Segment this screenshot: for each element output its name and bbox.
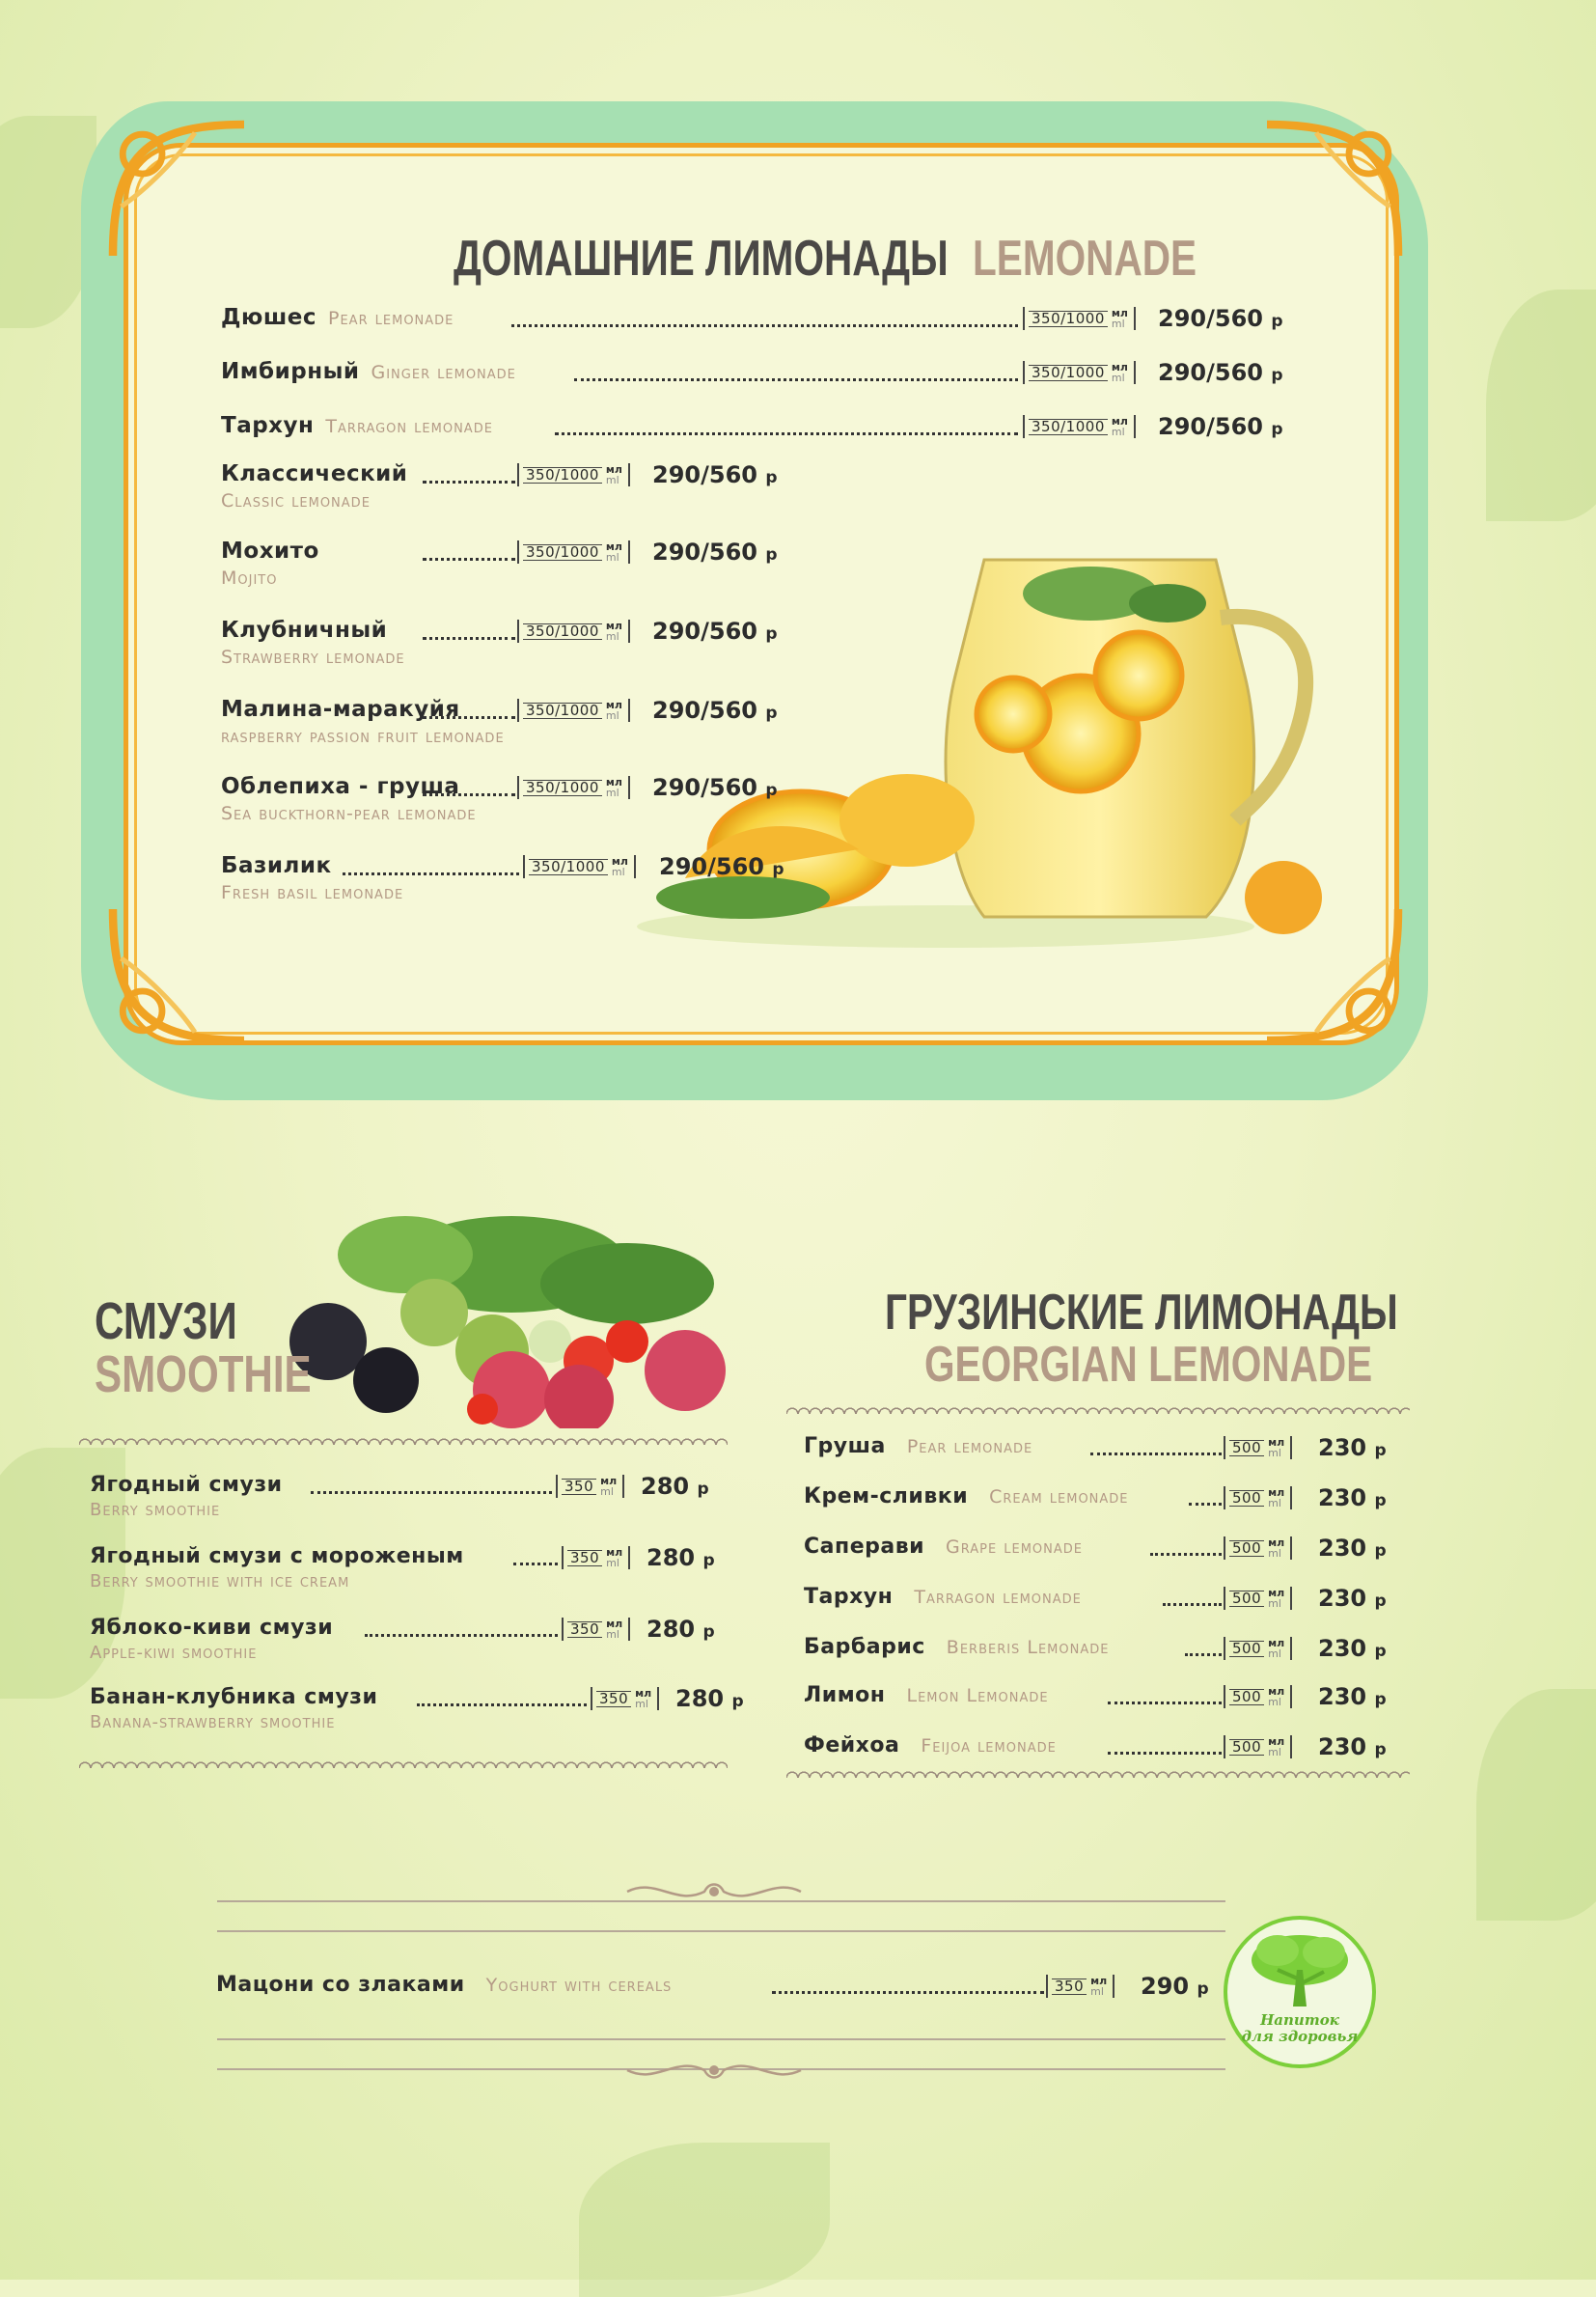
volume-value: 500 <box>1229 1689 1264 1705</box>
georgian-item <box>804 1733 1057 1757</box>
dot-leader <box>423 637 515 640</box>
volume-unit: мл ml <box>1090 1975 1108 1998</box>
dot-leader <box>1189 1503 1222 1506</box>
volume-box <box>1224 1685 1292 1708</box>
dot-leader <box>1163 1603 1222 1606</box>
item-name-ru: Имбирный <box>221 359 360 384</box>
georgian-title-en: GEORGIAN LEMONADE <box>924 1337 1373 1393</box>
volume-unit: мл ml <box>600 1475 618 1498</box>
dot-leader <box>513 1563 558 1565</box>
volume-unit: мл ml <box>605 776 622 799</box>
dot-leader <box>343 872 519 875</box>
volume-value: 350 <box>567 1550 602 1566</box>
georgian-item <box>804 1635 1109 1659</box>
volume-unit: мл ml <box>1111 415 1128 438</box>
item-name-ru: Банан-клубника смузи <box>90 1685 378 1709</box>
georgian-item <box>804 1484 1129 1508</box>
dot-leader <box>417 1703 587 1706</box>
volume-box <box>517 699 630 722</box>
volume-value: 350/1000 <box>529 859 608 875</box>
item-name-ru: Мохито <box>221 539 319 564</box>
item-name-en: Mojito <box>221 567 278 589</box>
item-name-ru: Яблоко-киви смузи <box>90 1616 334 1640</box>
price: 230 р <box>1318 1635 1387 1662</box>
item-name-en: Tarragon lemonade <box>914 1587 1082 1608</box>
smoothie-title-ru: СМУЗИ <box>95 1292 237 1350</box>
georgian-item <box>804 1535 1083 1559</box>
volume-box <box>1023 415 1136 438</box>
item-name-ru: Лимон <box>804 1683 886 1707</box>
item-name-ru: Тархун <box>221 413 315 438</box>
price: 290/560 р <box>1158 305 1283 332</box>
lemonade-title <box>454 230 1197 288</box>
item-name-en: Classic lemonade <box>221 490 371 512</box>
volume-unit: мл ml <box>635 1687 652 1710</box>
volume-box <box>517 540 630 564</box>
georgian-item <box>804 1683 1049 1707</box>
item-name-en: Sea buckthorn-pear lemonade <box>221 803 477 824</box>
volume-unit: мл ml <box>1111 361 1128 384</box>
volume-value: 500 <box>1229 1490 1264 1507</box>
tree-icon <box>1249 1931 1351 2008</box>
item-name-ru: Крем-сливки <box>804 1484 969 1508</box>
volume-box <box>562 1546 630 1569</box>
item-name-en: Cream lemonade <box>989 1486 1129 1508</box>
volume-box <box>1224 1637 1292 1660</box>
volume-unit: мл ml <box>606 1618 623 1641</box>
georgian-item <box>804 1585 1082 1609</box>
price: 230 р <box>1318 1683 1387 1710</box>
price: 290/560 р <box>652 697 778 724</box>
volume-box <box>562 1618 630 1641</box>
price: 290/560 р <box>652 774 778 801</box>
volume-unit: мл ml <box>1268 1536 1285 1560</box>
volume-box <box>1046 1975 1114 1998</box>
volume-value: 350/1000 <box>1029 311 1108 327</box>
dot-leader <box>423 558 515 561</box>
item-name-en: Berry smoothie with ice cream <box>90 1571 350 1591</box>
item-name-en: Pear lemonade <box>906 1436 1033 1457</box>
matsoni-line <box>217 2038 1225 2040</box>
dot-leader <box>423 793 515 796</box>
item-name-en: Lemon Lemonade <box>906 1685 1049 1706</box>
price: 280 р <box>675 1685 744 1712</box>
price: 290/560 р <box>1158 359 1283 386</box>
volume-box <box>1023 307 1136 330</box>
volume-unit: мл ml <box>1268 1685 1285 1708</box>
price: 290/560 р <box>1158 413 1283 440</box>
item-name-ru: Фейхоа <box>804 1733 900 1757</box>
price: 230 р <box>1318 1733 1387 1760</box>
dot-leader <box>365 1634 558 1637</box>
item-name-ru: Ягодный смузи с мороженым <box>90 1544 464 1568</box>
volume-value: 500 <box>1229 1540 1264 1557</box>
item-name-ru: Груша <box>804 1434 886 1458</box>
matsoni-top-line <box>217 1900 1225 1902</box>
volume-value: 500 <box>1229 1591 1264 1607</box>
price: 280 р <box>647 1616 715 1643</box>
lemonade-pitcher-image <box>627 502 1341 955</box>
price: 280 р <box>647 1544 715 1571</box>
lemonade-title-ru: ДОМАШНИЕ ЛИМОНАДЫ <box>454 231 949 287</box>
item-name-en: Fresh basil lemonade <box>221 882 404 903</box>
item-name-en: Strawberry lemonade <box>221 647 405 668</box>
dot-leader <box>574 378 1018 381</box>
item-name-ru: Базилик <box>221 853 332 878</box>
georgian-item <box>804 1434 1032 1458</box>
item-name-en: Grape lemonade <box>946 1536 1084 1558</box>
item-name-ru: Мацони со злаками <box>216 1973 465 1997</box>
volume-unit: мл ml <box>611 855 628 878</box>
volume-value: 350/1000 <box>523 780 602 796</box>
price: 230 р <box>1318 1535 1387 1562</box>
volume-box <box>523 855 636 878</box>
item-name-ru: Облепиха - груша <box>221 774 460 799</box>
health-drink-badge <box>1224 1916 1376 2068</box>
lemonade-item <box>221 305 454 330</box>
volume-value: 350 <box>562 1479 596 1495</box>
volume-unit: мл ml <box>605 699 622 722</box>
item-name-ru: Клубничный <box>221 618 388 643</box>
item-name-en: Banana-strawberry smoothie <box>90 1712 336 1732</box>
dot-leader <box>423 481 515 484</box>
georgian-title-ru: ГРУЗИНСКИЕ ЛИМОНАДЫ <box>885 1285 1398 1341</box>
volume-value: 350/1000 <box>1029 419 1108 435</box>
dot-leader <box>1185 1653 1222 1656</box>
price: 290/560 р <box>652 539 778 566</box>
leaf-decoration <box>579 2143 830 2297</box>
matsoni-line <box>217 1930 1225 1932</box>
volume-box <box>556 1475 624 1498</box>
dot-leader <box>423 716 515 719</box>
georgian-bottom-divider <box>786 1768 1410 1778</box>
volume-value: 350/1000 <box>523 703 602 719</box>
volume-unit: мл ml <box>606 1546 623 1569</box>
volume-unit: мл ml <box>1268 1735 1285 1758</box>
dot-leader <box>511 324 1018 327</box>
item-name-en: Ginger lemonade <box>371 362 516 383</box>
item-name-ru: Классический <box>221 461 408 486</box>
volume-unit: мл ml <box>605 540 622 564</box>
badge-line-2: для здоровья <box>1241 2028 1359 2045</box>
volume-box <box>1224 1536 1292 1560</box>
dot-leader <box>555 432 1018 435</box>
dot-leader <box>1108 1752 1222 1755</box>
volume-value: 350/1000 <box>1029 365 1108 381</box>
price: 230 р <box>1318 1434 1387 1461</box>
price: 290/560 р <box>652 618 778 645</box>
volume-unit: мл ml <box>1268 1637 1285 1660</box>
volume-value: 350/1000 <box>523 467 602 484</box>
price: 290 р <box>1141 1973 1209 2000</box>
volume-box <box>517 776 630 799</box>
price: 290/560 р <box>652 461 778 488</box>
matsoni-item <box>216 1973 672 1997</box>
volume-value: 500 <box>1229 1739 1264 1756</box>
berries-image <box>289 1197 762 1428</box>
item-name-ru: Тархун <box>804 1585 894 1609</box>
dot-leader <box>311 1491 552 1494</box>
item-name-en: Apple-kiwi smoothie <box>90 1643 258 1663</box>
volume-value: 350 <box>1052 1979 1087 1995</box>
volume-unit: мл ml <box>605 620 622 643</box>
corner-ornament-icon <box>96 108 261 272</box>
price: 230 р <box>1318 1484 1387 1511</box>
volume-unit: мл ml <box>605 463 622 486</box>
corner-ornament-icon <box>96 893 261 1057</box>
volume-box <box>1023 361 1136 384</box>
flourish-ornament-icon <box>618 2056 811 2085</box>
volume-box <box>1224 1587 1292 1610</box>
volume-value: 350 <box>567 1621 602 1638</box>
price: 230 р <box>1318 1585 1387 1612</box>
volume-box <box>517 463 630 486</box>
badge-line-1: Напиток <box>1260 2011 1339 2029</box>
volume-box <box>1224 1436 1292 1459</box>
item-name-ru: Ягодный смузи <box>90 1473 283 1497</box>
price: 280 р <box>641 1473 709 1500</box>
volume-box <box>1224 1735 1292 1758</box>
item-name-ru: Малина-маракуйя <box>221 697 460 722</box>
lemonade-item <box>221 359 516 384</box>
item-name-en: Berberis Lemonade <box>946 1637 1110 1658</box>
volume-unit: мл ml <box>1268 1587 1285 1610</box>
item-name-en: Feijoa lemonade <box>921 1735 1057 1757</box>
dot-leader <box>1150 1553 1222 1556</box>
item-name-en: Tarragon lemonade <box>325 416 493 437</box>
smoothie-top-divider <box>79 1435 728 1445</box>
item-name-en: Pear lemonade <box>328 308 454 329</box>
smoothie-title-en: SMOOTHIE <box>95 1345 312 1403</box>
volume-unit: мл ml <box>1111 307 1128 330</box>
item-name-ru: Барбарис <box>804 1635 925 1659</box>
dot-leader <box>1108 1702 1222 1704</box>
corner-ornament-icon <box>1251 108 1415 272</box>
item-name-en: Berry smoothie <box>90 1500 221 1520</box>
lemonade-title-en: LEMONADE <box>973 231 1197 287</box>
volume-value: 500 <box>1229 1641 1264 1657</box>
volume-box <box>1224 1486 1292 1509</box>
volume-unit: мл ml <box>1268 1436 1285 1459</box>
georgian-top-divider <box>786 1404 1410 1414</box>
lemonade-item <box>221 413 493 438</box>
dot-leader <box>772 1991 1044 1994</box>
item-name-ru: Саперави <box>804 1535 925 1559</box>
volume-value: 350/1000 <box>523 544 602 561</box>
volume-value: 350 <box>596 1691 631 1707</box>
item-name-ru: Дюшес <box>221 305 317 330</box>
volume-box <box>591 1687 659 1710</box>
volume-value: 350/1000 <box>523 623 602 640</box>
item-name-en: raspberry passion fruit lemonade <box>221 726 505 747</box>
price: 290/560 р <box>659 853 784 880</box>
dot-leader <box>1090 1453 1222 1455</box>
volume-value: 500 <box>1229 1440 1264 1456</box>
volume-box <box>517 620 630 643</box>
item-name-en: Yoghurt with cereals <box>485 1975 673 1996</box>
smoothie-bottom-divider <box>79 1758 728 1768</box>
volume-unit: мл ml <box>1268 1486 1285 1509</box>
